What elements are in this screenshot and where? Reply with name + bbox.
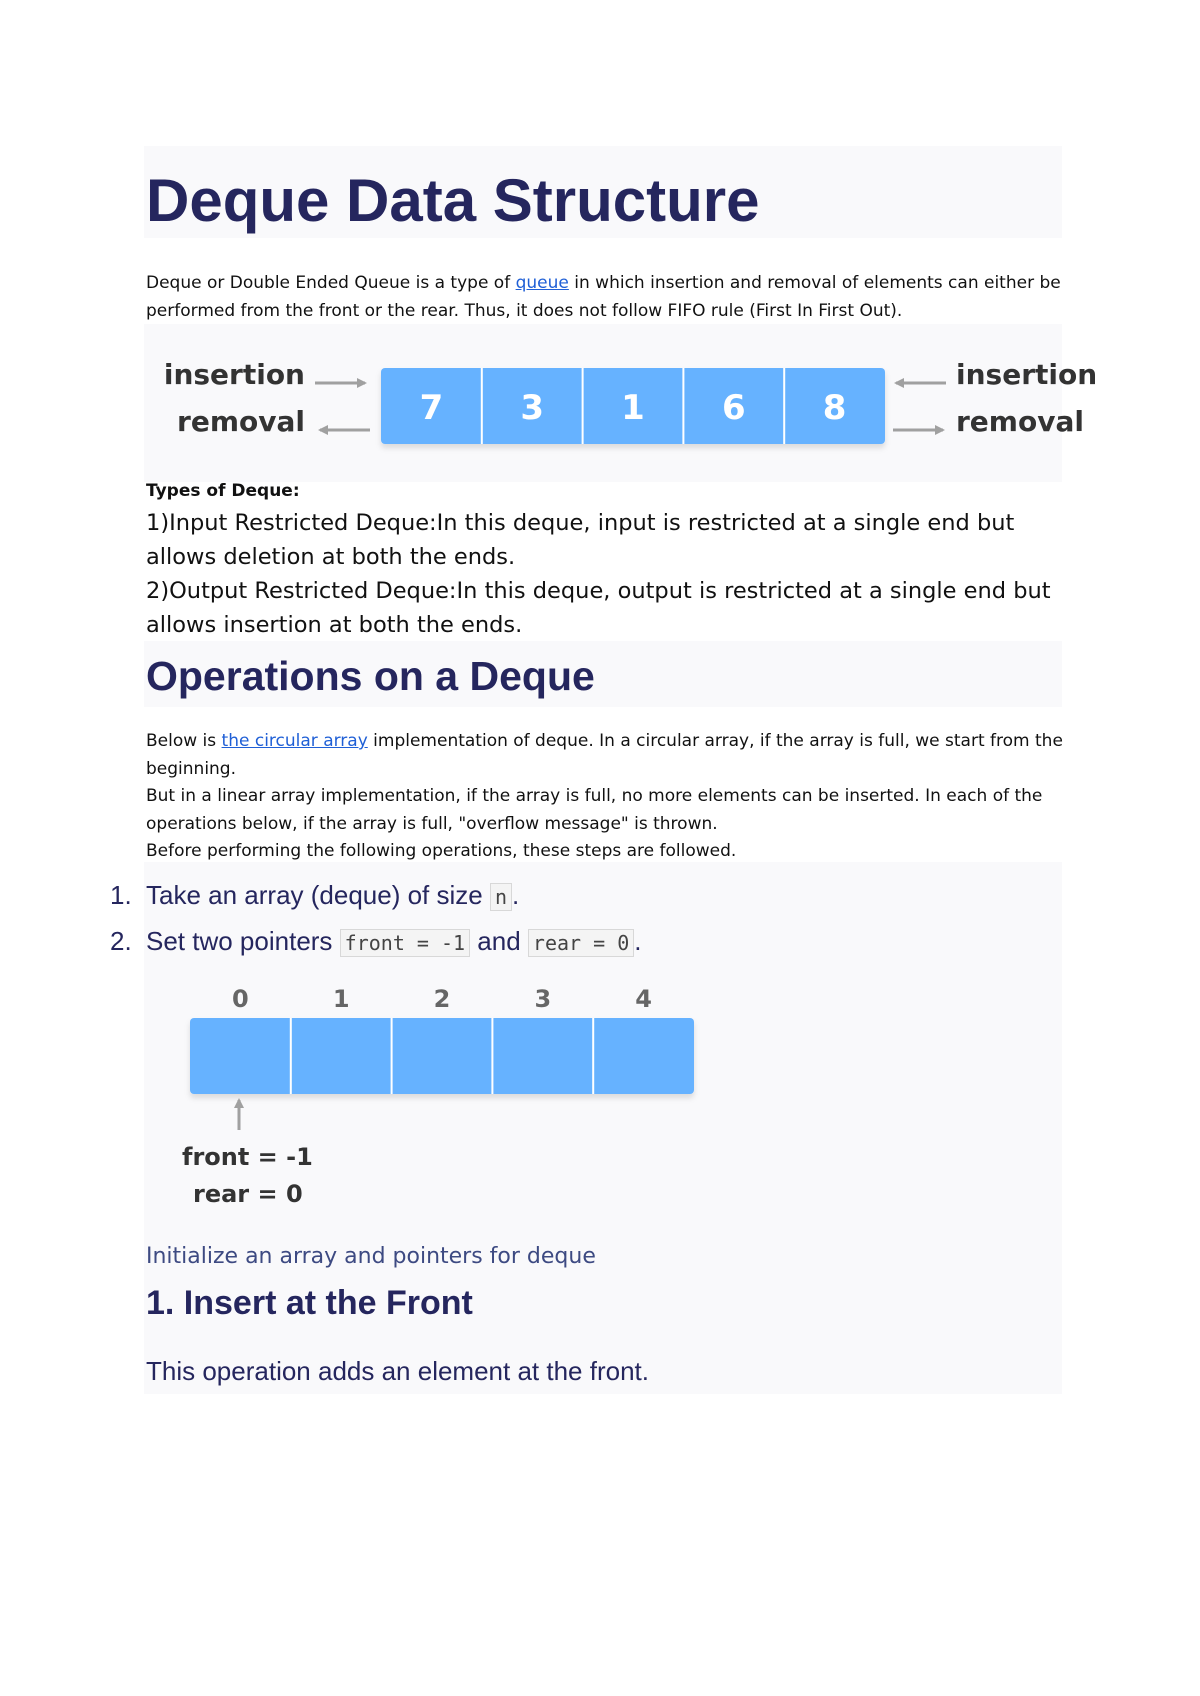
step-1 <box>110 880 519 911</box>
array-index-label: 4 <box>635 985 652 1013</box>
operations-paragraph-2: But in a linear array implementation, if the array is full, no more elements can be inserted. In each of the operations below, if the array is full, "overflow message" is thrown. <box>146 786 1043 834</box>
array-index-label: 0 <box>232 985 249 1013</box>
insert-front-text: This operation adds an element at the front. <box>146 1356 649 1386</box>
step-text-mid: and <box>470 926 528 956</box>
types-item-2: 2)Output Restricted Deque:In this deque, output is restricted at a single end but allows insertion at both the ends. <box>146 578 1051 638</box>
operations-heading: Operations on a Deque <box>146 653 595 699</box>
right-insertion-label: insertion <box>956 358 1098 391</box>
intro-paragraph <box>146 270 1066 325</box>
inline-code-n: n <box>490 883 512 911</box>
step-text-end: . <box>634 926 642 956</box>
inline-code-front: front = -1 <box>340 929 470 957</box>
figure-caption: Initialize an array and pointers for deque <box>146 1244 596 1269</box>
circular-array-link[interactable]: the circular array <box>221 731 368 751</box>
array-index-label: 2 <box>433 985 451 1013</box>
operations-paragraph-3: Before performing the following operations, these steps are followed. <box>146 841 737 861</box>
step-number: 1. <box>110 880 132 910</box>
step-text: Take an array (deque) of size <box>146 880 490 910</box>
rear-pointer-label: rear = 0 <box>193 1180 303 1208</box>
page-title: Deque Data Structure <box>146 167 760 234</box>
front-pointer-label: front = -1 <box>182 1143 313 1171</box>
deque-cell-value: 3 <box>520 388 545 428</box>
array-index-label: 1 <box>332 985 350 1013</box>
array-index-label: 3 <box>534 985 552 1013</box>
left-removal-label: removal <box>177 405 305 438</box>
types-heading: Types of Deque: <box>146 481 300 501</box>
inline-code-rear: rear = 0 <box>528 929 634 957</box>
operations-text: Below is <box>146 731 222 751</box>
intro-text: Deque or Double Ended Queue is a type of <box>146 273 516 293</box>
intro-text-rest: in which insertion and removal of elements can either be performed from the front or the rear. Thus, it does not follow FIFO rule (First In First Out). <box>146 273 1061 321</box>
left-insertion-label: insertion <box>163 358 305 391</box>
operations-paragraph-1 <box>146 728 1066 783</box>
queue-link[interactable]: queue <box>515 273 569 293</box>
insert-front-heading: 1. Insert at the Front <box>146 1284 473 1322</box>
right-removal-label: removal <box>956 405 1084 438</box>
step-text-end: . <box>512 880 520 910</box>
deque-cell-value: 6 <box>721 388 746 428</box>
array-row <box>190 1018 694 1094</box>
deque-cell-value: 1 <box>621 388 645 428</box>
step-text: Set two pointers <box>146 926 340 956</box>
array-init-diagram <box>144 980 744 1220</box>
deque-diagram <box>144 324 1104 482</box>
deque-cell-value: 8 <box>822 388 847 428</box>
deque-cell-value: 7 <box>419 388 444 428</box>
step-2 <box>110 926 641 957</box>
types-item-1: 1)Input Restricted Deque:In this deque, input is restricted at a single end but allows deletion at both the ends. <box>146 510 1015 570</box>
step-number: 2. <box>110 926 132 956</box>
operations-text-rest: implementation of deque. In a circular array, if the array is full, we start from the beginning. <box>146 731 1063 779</box>
